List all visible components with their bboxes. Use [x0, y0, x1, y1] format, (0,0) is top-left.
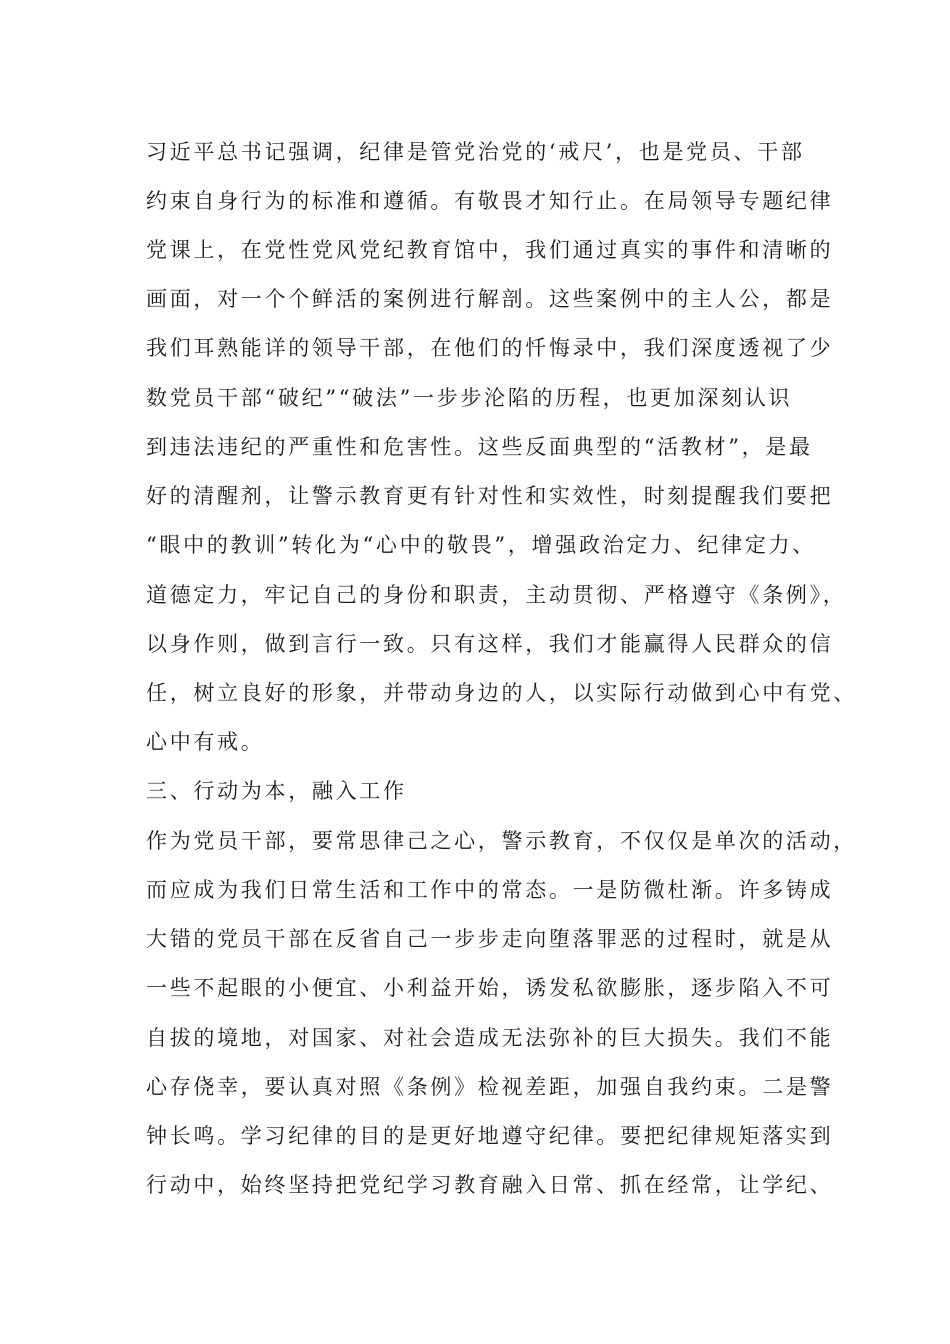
text-line: 心存侥幸，要认真对照《条例》检视差距，加强自我约束。二是警: [146, 1075, 834, 1099]
text-line: 我们耳熟能详的领导干部，在他们的忏悔录中，我们深度透视了少: [146, 336, 834, 360]
text-line: 道德定力，牢记自己的身份和职责，主动贯彻、严格遵守《条例》，: [146, 583, 847, 607]
text-line: 数党员干部“破纪”“破法”一步步沦陷的历程，也更加深刻认识: [146, 386, 793, 410]
text-line: 以身作则，做到言行一致。只有这样，我们才能赢得人民群众的信: [146, 632, 834, 656]
text-line: 作为党员干部，要常思律己之心，警示教育，不仅仅是单次的活动，: [146, 829, 857, 853]
text-line: 心中有戒。: [146, 730, 265, 754]
text-line: 自拔的境地，对国家、对社会造成无法弥补的巨大损失。我们不能: [146, 1026, 834, 1050]
text-line: 约束自身行为的标准和遵循。有敬畏才知行止。在局领导专题纪律: [146, 189, 834, 213]
section-heading: 三、行动为本，融入工作: [146, 779, 407, 803]
text-line: 任，树立良好的形象，并带动身边的人，以实际行动做到心中有党、: [146, 681, 857, 705]
text-line: “眼中的教训”转化为“心中的敬畏”，增强政治定力、纪律定力、: [146, 533, 816, 557]
text-line: 大错的党员干部在反省自己一步步走向堕落罪恶的过程时，就是从: [146, 927, 834, 951]
text-line: 一些不起眼的小便宜、小利益开始，诱发私欲膨胀，逐步陷入不可: [146, 976, 834, 1000]
text-line: 好的清醒剂，让警示教育更有针对性和实效性，时刻提醒我们要把: [146, 484, 834, 508]
text-line: 到违法违纪的严重性和危害性。这些反面典型的“活教材”，是最: [146, 435, 813, 459]
text-line: 行动中，始终坚持把党纪学习教育融入日常、抓在经常，让学纪、: [146, 1173, 834, 1197]
text-line: 画面，对一个个鲜活的案例进行解剖。这些案例中的主人公，都是: [146, 287, 834, 311]
text-line: 而应成为我们日常生活和工作中的常态。一是防微杜渐。许多铸成: [146, 878, 834, 902]
text-line: 习近平总书记强调，纪律是管党治党的‘戒尺’，也是党员、干部: [146, 140, 805, 164]
text-line: 钟长鸣。学习纪律的目的是更好地遵守纪律。要把纪律规矩落实到: [146, 1124, 834, 1148]
text-line: 党课上，在党性党风党纪教育馆中，我们通过真实的事件和清晰的: [146, 238, 834, 262]
